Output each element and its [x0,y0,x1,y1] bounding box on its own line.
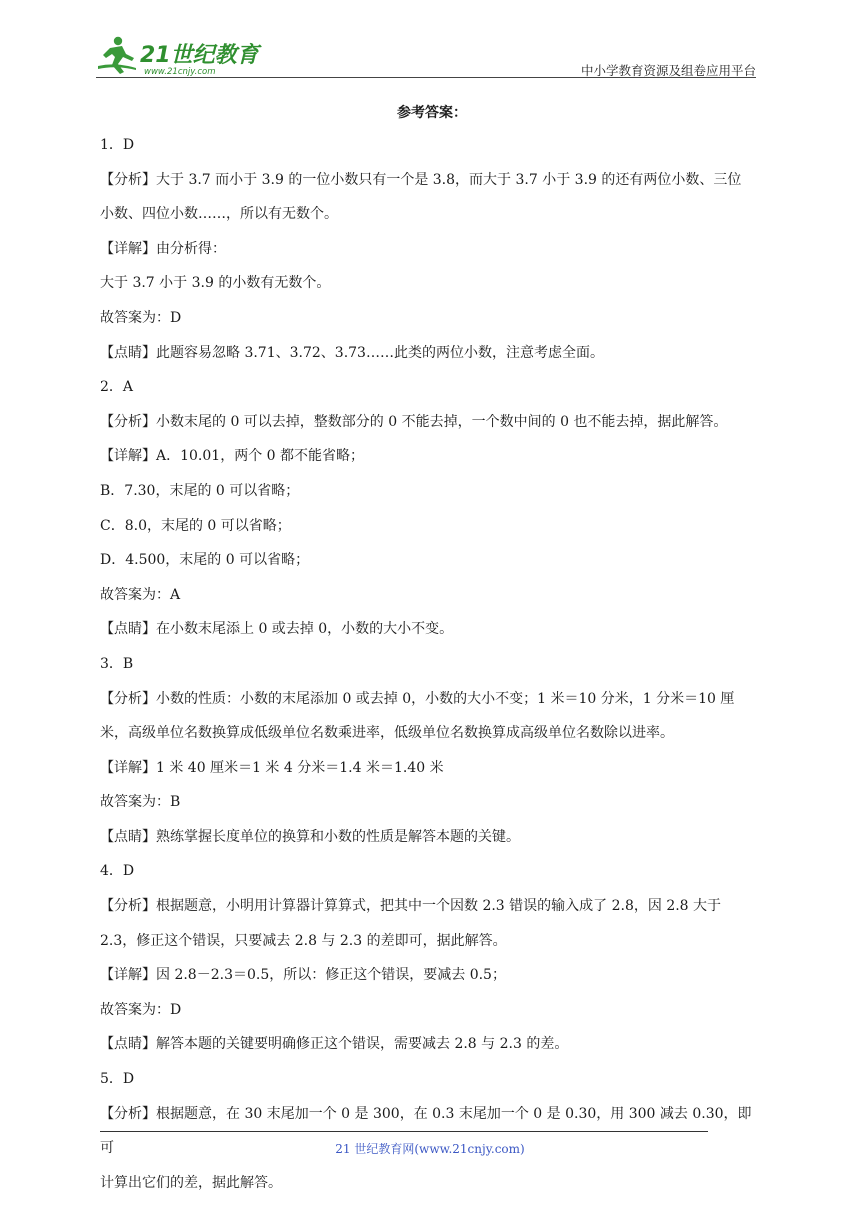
page-header [96,28,756,80]
platform-name: 中小学教育资源及组卷应用平台 [580,63,756,78]
text-line: 【点睛】熟练掌握长度单位的换算和小数的性质是解答本题的关键。 [100,828,520,845]
text-line: 2.3，修正这个错误，只要减去 2.8 与 2.3 的差即可，据此解答。 [100,932,507,949]
logo [96,32,266,76]
answer-lines [100,128,764,1200]
text-line: 3．B [100,655,134,672]
text-line: 【详解】因 2.8－2.3＝0.5，所以：修正这个错误，要减去 0.5； [100,967,506,984]
answer-title: 参考答案： [397,105,467,121]
text-line: 大于 3.7 小于 3.9 的小数有无数个。 [100,275,331,292]
text-line: 故答案为：A [100,586,181,603]
logo-text: 21世纪教育 [140,43,259,68]
header-divider [96,77,756,78]
text-line: B．7.30，末尾的 0 可以省略； [100,482,300,499]
text-line: 故答案为：B [100,794,181,811]
text-line: 【分析】小数的性质：小数的末尾添加 0 或去掉 0，小数的大小不变；1 米＝10 分米，1 分米＝10 厘 [100,690,735,707]
text-line: 【详解】A．10.01，两个 0 都不能省略； [100,448,364,465]
footer-link[interactable]: 21 世纪教育网(www.21cnjy.com) [335,1142,525,1156]
text-line: 【点睛】此题容易忽略 3.71、3.72、3.73……此类的两位小数，注意考虑全面。 [100,344,604,361]
text-line: 故答案为：D [100,1001,182,1018]
text-line: 【分析】根据题意，在 30 末尾加一个 0 是 300，在 0.3 末尾加一个 0 是 0.30，用 300 减去 0.30，即可 [100,1105,752,1157]
text-line: 【分析】小数末尾的 0 可以去掉，整数部分的 0 不能去掉，一个数中间的 0 也不能去掉，据此解答。 [100,413,728,430]
text-line: C．8.0，末尾的 0 可以省略； [100,517,291,534]
text-line: 【分析】根据题意，小明用计算器计算算式，把其中一个因数 2.3 错误的输入成了 2.8，因 2.8 大于 [100,898,722,915]
footer-divider [100,1131,708,1132]
text-line: 1．D [100,137,135,153]
text-line: 【分析】大于 3.7 而小于 3.9 的一位小数只有一个是 3.8，而大于 3.7 小于 3.9 的还有两位小数、三位 [100,171,742,188]
text-line: 小数、四位小数……，所以有无数个。 [100,206,338,223]
text-line: D．4.500，末尾的 0 可以省略； [100,552,310,569]
text-line: 2．A [100,379,134,396]
text-line: 5．D [100,1071,135,1088]
logo-url: www.21cnjy.com [144,67,216,76]
text-line: 【详解】1 米 40 厘米＝1 米 4 分米＝1.4 米＝1.40 米 [100,759,444,776]
text-line: 计算出它们的差，据此解答。 [100,1174,282,1191]
text-line: 故答案为：D [100,309,182,326]
text-line: 米，高级单位名数换算成低级单位名数乘进率，低级单位名数换算成高级单位名数除以进率。 [100,725,674,742]
document-body [100,98,764,1200]
text-line: 【详解】由分析得： [100,240,226,257]
text-line: 【点睛】解答本题的关键要明确修正这个错误，需要减去 2.8 与 2.3 的差。 [100,1036,569,1053]
text-line: 【点睛】在小数末尾添上 0 或去掉 0，小数的大小不变。 [100,621,454,638]
text-line: 4．D [100,863,135,880]
